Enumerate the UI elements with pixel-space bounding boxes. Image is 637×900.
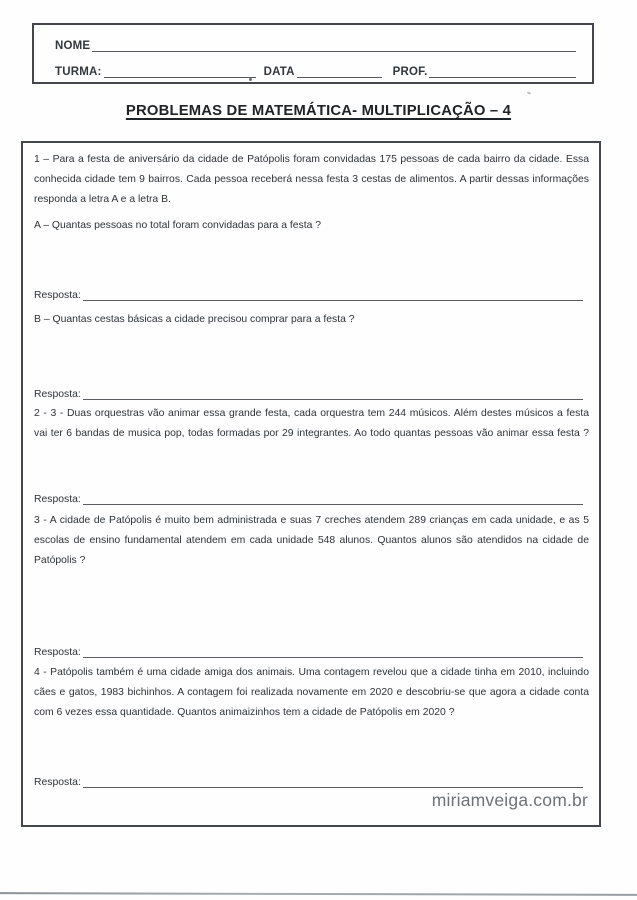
nome-label: NOME: [55, 40, 91, 52]
question-1b-text: B – Quantas cestas básicas a cidade precisou comprar para a festa ?: [34, 314, 355, 325]
turma-blank-line[interactable]: [104, 63, 256, 78]
answer-line-3[interactable]: [83, 643, 583, 658]
problems-box: [21, 141, 601, 827]
resposta-label: Resposta:: [34, 777, 81, 788]
scan-speck: [249, 78, 252, 81]
nome-blank-line[interactable]: [92, 37, 576, 52]
site-watermark: miriamveiga.com.br: [431, 790, 588, 810]
answer-line-1a[interactable]: [83, 286, 583, 301]
data-label: DATA: [263, 66, 295, 78]
resposta-label: Resposta:: [34, 290, 81, 301]
answer-row-4: [34, 768, 589, 788]
resposta-label: Resposta:: [34, 389, 81, 400]
turma-label: TURMA:: [55, 66, 102, 78]
resposta-label: Resposta:: [34, 647, 81, 658]
question-2-3-text: 2 - 3 - Duas orquestras vão animar essa grande festa, cada orquestra tem 244 músicos. Além destes músicos a festa vai ter 6 bandas de musica pop, todas formadas por 29 integrantes. Ao todo quantas pessoas vão animar essa festa ?: [34, 408, 589, 439]
nome-row: [55, 32, 576, 52]
answer-line-4[interactable]: [83, 773, 583, 788]
question-1-text: 1 – Para a festa de aniversário da cidade de Patópolis foram convidadas 175 pessoas de cada bairro da cidade. Essa conhecida cidade tem 9 bairros. Cada pessoa receberá nessa festa 3 cestas de alimentos. A partir dessas informações responda a letra A e a letra B.: [34, 154, 589, 205]
scan-edge-line: [0, 892, 637, 896]
answer-line-1b[interactable]: [83, 385, 583, 400]
question-3-text: 3 - A cidade de Patópolis é muito bem administrada e suas 7 creches atendem 289 crianças em cada unidade, e as 5 escolas de ensino fundamental atendem em cada unidade 548 alunos. Quantos alunos são atendidos na cidade de Patópolis ?: [34, 515, 589, 566]
answer-row-3: [34, 638, 589, 658]
prof-label: PROF.: [392, 66, 428, 78]
data-blank-line[interactable]: [297, 63, 382, 78]
page-title: PROBLEMAS DE MATEMÁTICA- MULTIPLICAÇÃO – 4: [125, 103, 512, 119]
question-1a-text: A – Quantas pessoas no total foram convidadas para a festa ?: [34, 220, 322, 231]
question-4-text: 4 - Patópolis também é uma cidade amiga dos animais. Uma contagem revelou que a cidade tinha em 2010, incluindo cães e gatos, 1983 bichinhos. A contagem foi realizada novamente em 2020 e descobriu-se que agora a cidade conta com 6 vezes essa quantidade. Quantos animaizinhos tem a cidade de Patópolis em 2020 ?: [34, 667, 589, 718]
prof-blank-line[interactable]: [429, 63, 576, 78]
answer-row-1a: [34, 281, 589, 301]
turma-data-prof-row: [55, 58, 576, 78]
answer-row-2-3: [34, 485, 589, 505]
answer-line-2-3[interactable]: [83, 490, 583, 505]
resposta-label: Resposta:: [34, 494, 81, 505]
scan-speck: [527, 91, 531, 94]
answer-row-1b: [34, 380, 589, 400]
student-info-box: [32, 23, 594, 84]
